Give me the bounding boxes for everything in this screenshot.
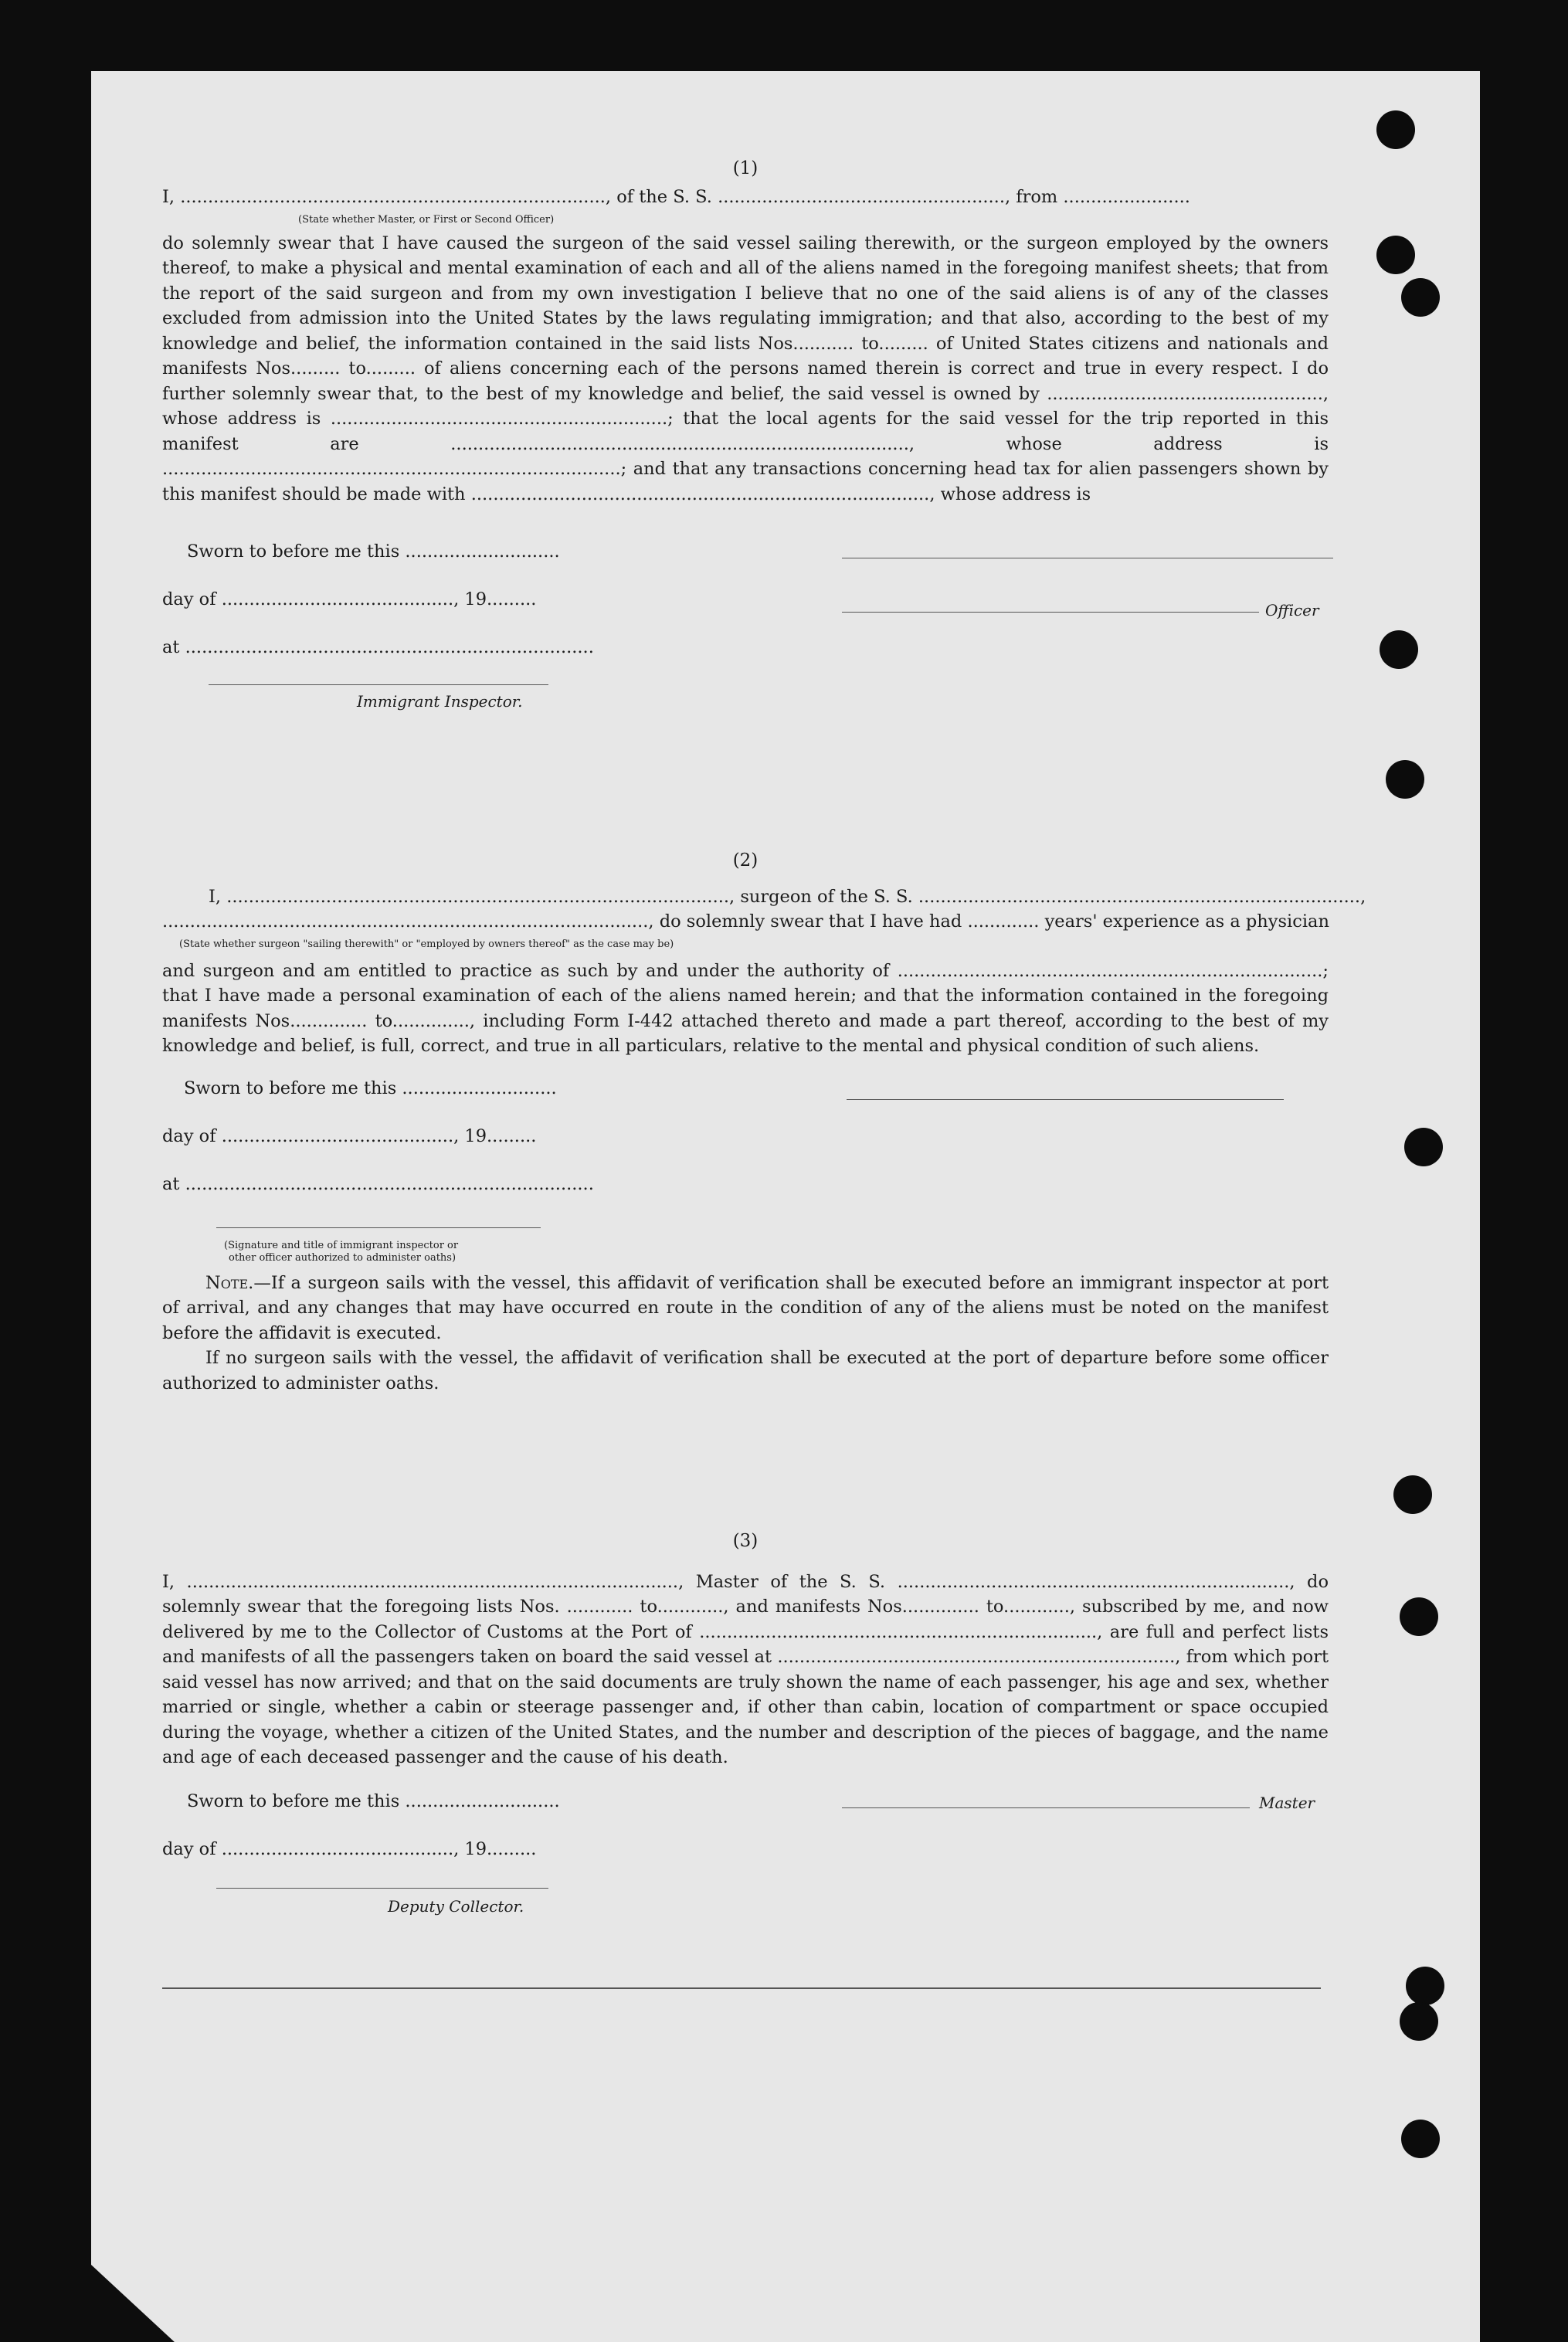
section-1 [162, 156, 1329, 731]
punch-hole [1406, 1967, 1444, 2005]
inspector-signature-line-2 [216, 1227, 541, 1228]
section-2-line2: ........................................................................................, do solemnly swear that I have had ............. years' experience as a physician [162, 911, 1329, 932]
section-1-line1: I, ............................................................................., of the S. S. ...................................................., from ....................... [162, 186, 1190, 207]
section-2-day: day of .........................................., 19......... [162, 1125, 537, 1146]
bottom-rule [162, 1987, 1321, 1989]
section-1-body: do solemnly swear that I have caused the surgeon of the said vessel sailing therewith, or the surgeon employed by the owners thereof, to make a physical and mental examination of each and all of the aliens named in the foregoing manifest sheets; that from the report of the said surgeon and from my own investigation I believe that no one of the said aliens is of any of the classes excluded from admission into the United States by the laws regulating immigration; and that also, according to the best of my knowledge and belief, the information contained in the said lists Nos........... to......... of United States citizens and nationals and manifests Nos......... to......... of aliens concerning each of the persons named therein is correct and true in every respect. I do further solemnly swear that, to the best of my knowledge and belief, the said vessel is owned by .................................................., whose address is .............................................................; that the local agents for the said vessel for the trip reported in this manifest are ..................................................................................., whose address is ...................................................................................; and that any transactions concerning head tax for alien passengers shown by this manifest should be made with ..................................................................................., whose address is [162, 233, 1329, 504]
punch-hole [1380, 630, 1418, 669]
collector-signature-line [216, 1888, 548, 1889]
section-3-master-label: Master [1259, 1793, 1315, 1812]
punch-hole [1404, 1128, 1443, 1166]
section-2-at: at .......................................................................... [162, 1173, 594, 1194]
punch-hole [1400, 2002, 1438, 2041]
section-2-signature-note-1: (Signature and title of immigrant inspector or [224, 1239, 459, 1251]
section-1-officer-label: Officer [1265, 601, 1319, 619]
note-text: —If a surgeon sails with the vessel, this affidavit of verification shall be executed before an immigrant inspector at port of arrival, and any changes that may have occurred en route in the condition of any of the aliens must be noted on the manifest before the affidavit is executed. [162, 1272, 1329, 1343]
section-1-role-note: (State whether Master, or First or Second Officer) [298, 213, 555, 226]
section-2-note2: If no surgeon sails with the vessel, the affidavit of verification shall be executed at the port of departure before some officer authorized to administer oaths. [162, 1348, 1329, 1393]
section-1-at: at .......................................................................... [162, 637, 594, 657]
section-3 [162, 1529, 1329, 1925]
section-3-sworn: Sworn to before me this ............................ [187, 1790, 560, 1811]
punch-hole [1376, 236, 1415, 274]
surgeon-signature-line [847, 1099, 1284, 1100]
section-2-heading: (2) [732, 850, 759, 871]
section-2 [162, 848, 1366, 1396]
section-2-signature-note-2: other officer authorized to administer oaths) [229, 1251, 456, 1264]
section-3-day: day of .........................................., 19......... [162, 1838, 537, 1859]
section-2-line1: I, ..........................................................................................., surgeon of the S. S. ................................................................................, [209, 886, 1366, 907]
section-3-collector-label: Deputy Collector. [388, 1896, 524, 1916]
note-label: Note. [205, 1272, 254, 1293]
section-1-day: day of .........................................., 19......... [162, 589, 537, 609]
section-2-sworn: Sworn to before me this ............................ [184, 1078, 557, 1098]
section-3-heading: (3) [732, 1531, 759, 1551]
master-signature-line [842, 1807, 1250, 1808]
punch-hole [1393, 1475, 1432, 1514]
section-1-sworn: Sworn to before me this ............................ [187, 541, 560, 562]
punch-hole [1400, 1597, 1438, 1636]
section-2-role-note: (State whether surgeon "sailing therewith" or "employed by owners thereof" as the case may be) [179, 938, 674, 950]
section-1-inspector-label: Immigrant Inspector. [357, 692, 523, 711]
section-3-body: I, ........................................................................................., Master of the S. S. ......................................................................., do solemnly swear that the foregoing lists Nos. ............ to............, and manifests Nos.............. to............, subscribed by me, and now delivered by me to the Collector of Customs at the Port of ........................................................................, are full and perfect lists and manifests of all the passengers taken on board the said vessel at ........................................................................, from which port said vessel has now arrived; and that on the said documents are truly shown the name of each passenger, his age and sex, whether married or single, whether a cabin or steerage passenger and, if other than cabin, location of compartment or space occupied during the voyage, whether a citizen of the United States, and the number and description of the pieces of baggage, and the name and age of each deceased passenger and the cause of his death. [162, 1571, 1329, 1767]
inspector-signature-line [209, 684, 548, 685]
section-1-heading: (1) [732, 158, 759, 178]
section-2-body: and surgeon and am entitled to practice as such by and under the authority of .............................................................................; that I have made a personal examination of each of the aliens named herein; and that the information contained in the foregoing manifests Nos.............. to.............., including Form I-442 attached thereto and made a part thereof, according to the best of my knowledge and belief, is full, correct, and true in all particulars, relative to the mental and physical condition of such aliens. [162, 960, 1329, 1056]
punch-hole [1401, 2120, 1440, 2158]
punch-hole [1376, 110, 1415, 149]
punch-hole [1401, 278, 1440, 317]
officer-signature-line-2 [842, 612, 1259, 613]
punch-hole [1386, 760, 1424, 799]
